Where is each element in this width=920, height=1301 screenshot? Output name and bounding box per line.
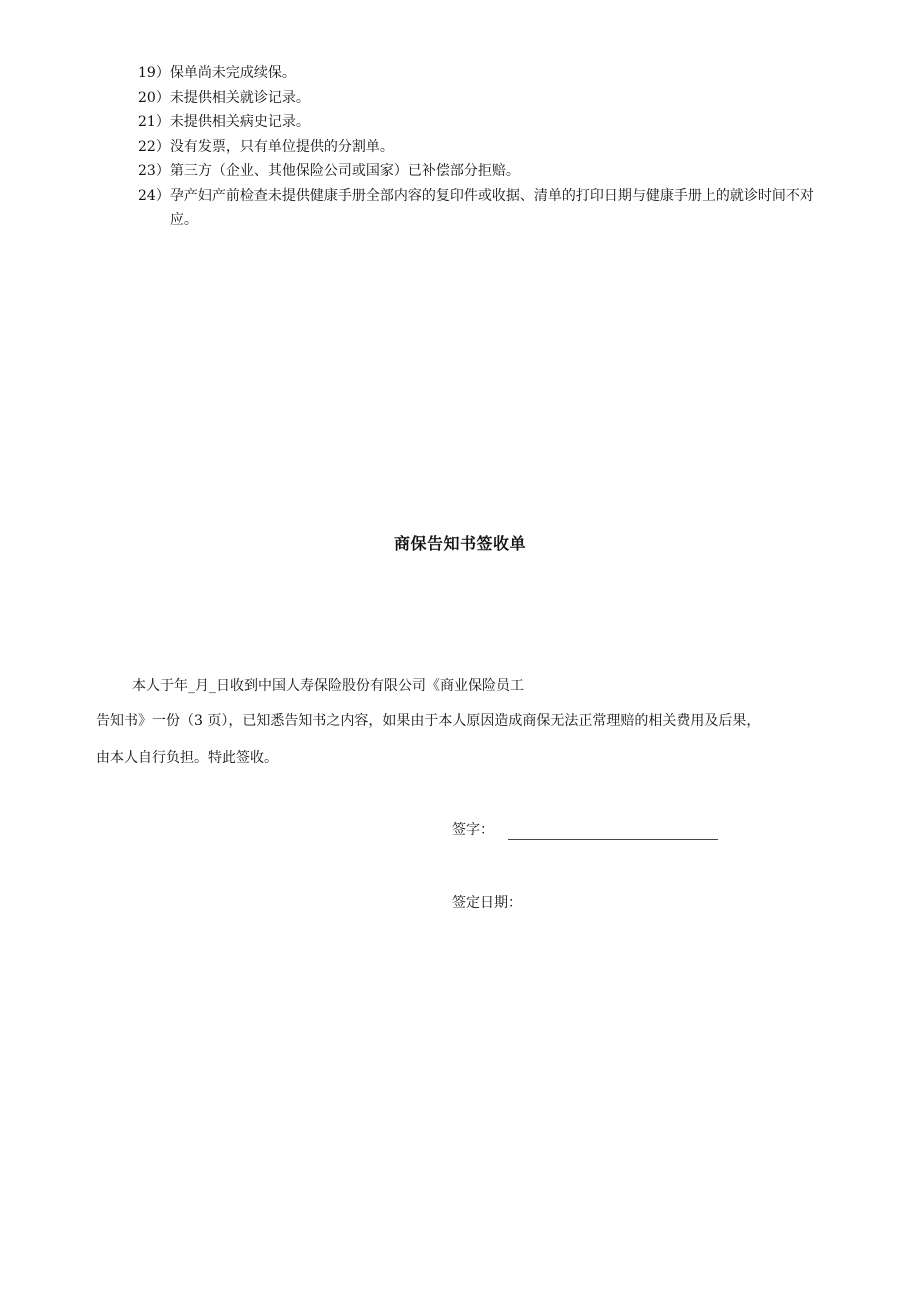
list-item xyxy=(138,159,838,184)
list-item-text: 保单尚未完成续保。 xyxy=(169,65,296,81)
list-item-text: 没有发票，只有单位提供的分割单。 xyxy=(169,138,394,155)
list-item-text: 未提供相关就诊记录。 xyxy=(169,89,310,106)
list-item-text: 孕产妇产前检查未提供健康手册全部内容的复印件或收据、清单的打印日期与健康手册上的就诊时间不对应。 xyxy=(169,187,814,228)
list-item-text: 未提供相关病史记录。 xyxy=(169,114,310,130)
receipt-paragraph-line-3: 由本人自行负担。特此签收。 xyxy=(96,750,278,766)
list-item-text: 第三方（企业、其他保险公司或国家）已补偿部分拒赔。 xyxy=(169,163,520,179)
exclusion-list xyxy=(138,61,838,233)
signature-row xyxy=(452,820,718,840)
signature-label: 签字： xyxy=(452,822,494,838)
list-item xyxy=(138,110,838,135)
list-item xyxy=(138,61,838,86)
receipt-title: 商保告知书签收单 xyxy=(393,534,526,553)
list-item-number: 24） xyxy=(138,187,170,204)
list-item-number: 23） xyxy=(138,163,170,179)
signature-line[interactable] xyxy=(508,823,718,840)
list-item xyxy=(138,184,838,233)
list-item-number: 22） xyxy=(138,138,170,155)
list-item xyxy=(138,135,838,160)
receipt-paragraph-line-1: 本人于年_月_日收到中国人寿保险股份有限公司《商业保险员工 xyxy=(132,678,524,694)
sign-date-row xyxy=(452,893,522,913)
sign-date-label: 签定日期： xyxy=(452,895,522,911)
list-item-number: 21） xyxy=(138,114,170,130)
list-item xyxy=(138,86,838,111)
list-item-number: 20） xyxy=(138,89,170,106)
list-item-number: 19） xyxy=(138,65,170,81)
receipt-paragraph-line-2: 告知书》一份（3 页），已知悉告知书之内容，如果由于本人原因造成商保无法正常理赔的相关费用及后果， xyxy=(96,713,761,729)
